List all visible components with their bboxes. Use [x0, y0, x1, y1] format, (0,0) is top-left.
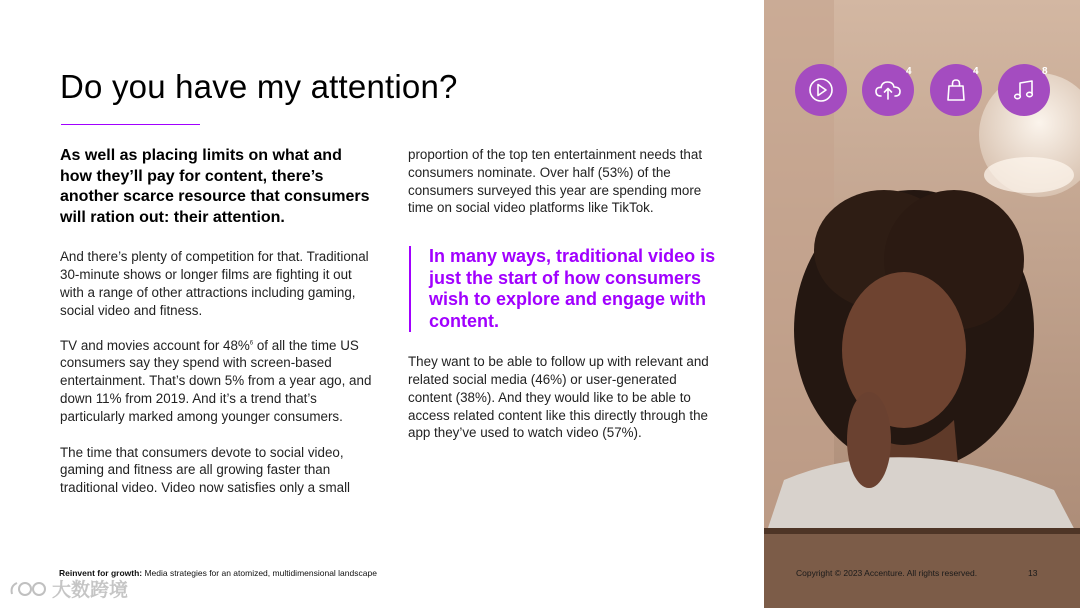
body-paragraph-3: The time that consumers devote to social video, gaming and fitness are all growing faster than traditional video. Video now satisfies only a small — [60, 444, 351, 496]
left-column — [60, 146, 375, 497]
footer-copyright: Copyright © 2023 Accenture. All rights reserved. — [796, 568, 978, 578]
shopping-bag-badge: 4 — [973, 66, 979, 77]
music-note-icon — [1009, 75, 1039, 105]
shopping-bag-icon — [941, 75, 971, 105]
lead-paragraph: As well as placing limits on what and how they’ll pay for content, there’s another scarce resource that consumers will ration out: their attention. — [60, 147, 370, 226]
page-title: Do you have my attention? — [60, 68, 458, 105]
page-number: 13 — [1028, 568, 1038, 578]
cloud-upload-icon — [873, 75, 903, 105]
footer-subtitle: Media strategies for an atomized, multidimensional landscape — [142, 568, 377, 578]
middle-column — [408, 146, 720, 442]
watermark — [8, 575, 128, 602]
footnote-ref[interactable]: 6 — [249, 340, 254, 347]
cloud-upload-badge: 4 — [906, 66, 912, 77]
pull-quote: In many ways, traditional video is just the start of how consumers wish to explore and engage with content. — [409, 246, 720, 332]
body-paragraph-2-end: of all the time US consumers say they spend with screen-based entertainment. That’s down 5% from a year ago, and down 11% from 2019. And it’s a trend that’s particularly marked among younger consumers. — [60, 337, 372, 424]
body-paragraph-2-start: TV and movies account for 48% — [60, 337, 250, 353]
body-paragraph-1: And there’s plenty of competition for that. Traditional 30-minute shows or longer films are fighting it out with a range of other attractions including gaming, social video and fitness. — [60, 249, 369, 318]
title-underline — [61, 124, 200, 125]
watermark-logo-icon — [8, 578, 48, 600]
body-paragraph-2 — [60, 337, 375, 426]
middle-paragraph-1: proportion of the top ten entertainment needs that consumers nominate. Over half (53%) of the consumers surveyed this year are spending more time on social video platforms like TikTok. — [408, 147, 703, 216]
play-icon — [806, 75, 836, 105]
play-button[interactable] — [795, 64, 847, 116]
music-badge: 8 — [1042, 66, 1048, 77]
footer-brand: Reinvent for growth: — [59, 568, 143, 578]
middle-paragraph-2: They want to be able to follow up with relevant and related social media (46%) or user-generated content (38%). And they would like to be able to access related content like this directly through the app they’ve used to watch video (57%). — [408, 354, 709, 441]
watermark-text: 大数跨境 — [52, 580, 129, 601]
